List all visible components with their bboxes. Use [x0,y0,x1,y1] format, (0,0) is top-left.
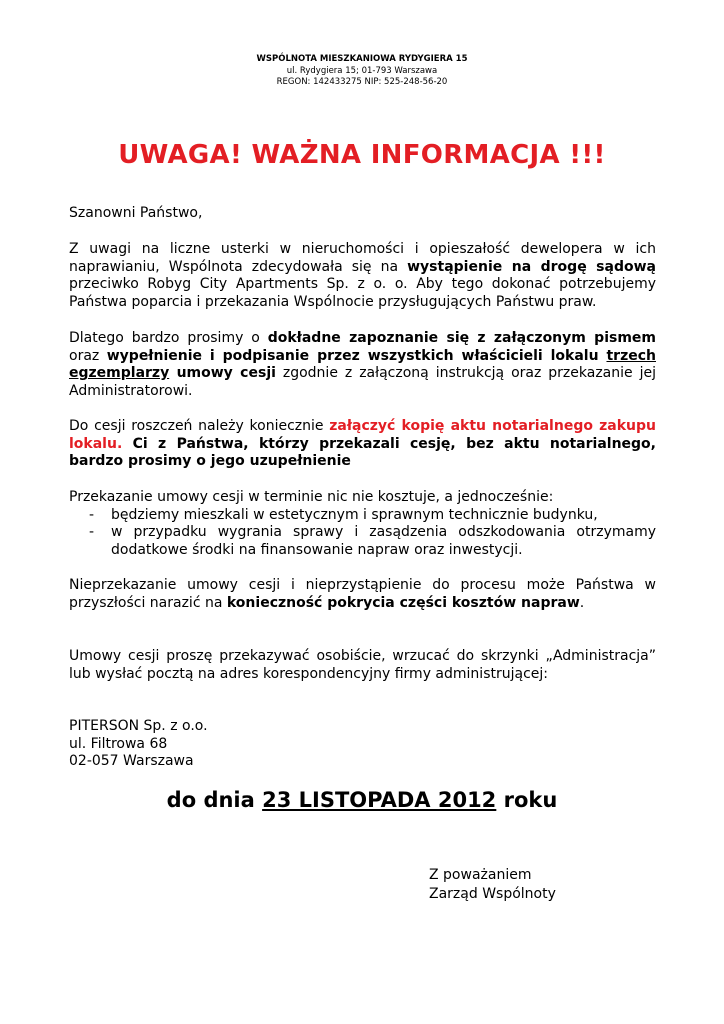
org-name: WSPÓLNOTA MIESZKANIOWA RYDYGIERA 15 [256,54,468,64]
mailing-address [69,718,656,771]
deadline-date: 23 LISTOPADA 2012 [262,788,497,812]
p5-bold-1: konieczność pokrycia części kosztów napraw [226,594,580,611]
greeting-text: Szanowni Państwo, [69,205,203,221]
paragraph-4 [69,489,656,559]
p3-text-1: Do cesji roszczeń należy koniecznie [69,418,330,434]
address-line-2: ul. Filtrowa 68 [69,735,168,752]
paragraph-5 [69,577,656,612]
paragraph-1 [69,241,656,311]
page-title: UWAGA! WAŻNA INFORMACJA !!! [118,140,606,170]
p4-intro: Przekazanie umowy cesji w terminie nic nie kosztuje, a jednocześnie: [69,489,554,505]
p2-text-1: Dlatego bardzo prosimy o [69,330,268,346]
p2-text-3: zgodnie z załączoną instrukcją oraz przekazanie jej Administratorowi. [69,365,656,399]
letterhead [0,54,724,89]
p2-bold-2: wypełnienie i podpisanie przez wszystkich właścicieli lokalu [106,347,607,364]
p2-text-2: oraz [69,347,107,364]
address-line-1: PITERSON Sp. z o.o. [69,718,208,734]
p1-bold-1: wystąpienie na drogę sądową [407,258,656,275]
p2-bold-underline: trzech egzemplarzy [69,347,656,381]
p3-bold-1: Ci z Państwa, którzy przekazali cesję, bez aktu notarialnego, bardzo prosimy o jego uzupełnienie [69,435,656,469]
list-item [69,524,656,559]
signature-signatory: Zarząd Wspólnoty [429,886,556,902]
deadline-pre: do dnia [166,788,263,812]
deadline-post: roku [496,788,558,812]
greeting [69,205,656,223]
org-regon-nip: REGON: 142433275 NIP: 525-248-56-20 [276,77,448,87]
signature [429,866,556,904]
p5-text-2: . [579,594,585,611]
p5-text-1: Nieprzekazanie umowy cesji i nieprzystąpienie do procesu może Państwa w przyszłości narazić na [69,577,656,611]
list-item-text: będziemy mieszkali w estetycznym i sprawnym technicznie budynku, [111,506,598,523]
signature-closing: Z poważaniem [429,867,532,883]
paragraph-3 [69,418,656,471]
org-address: ul. Rydygiera 15; 01-793 Warszawa [286,65,438,76]
paragraph-6 [69,648,656,683]
list-item-text: w przypadku wygrania sprawy i zasądzenia odszkodowania otrzymamy dodatkowe środki na finansowanie napraw oraz inwestycji. [111,524,656,558]
p2-bold-3: umowy cesji [169,365,276,381]
p1-text-2: przeciwko Robyg City Apartments Sp. z o. o. Aby tego dokonać potrzebujemy Państwa poparcia i przekazania Wspólnocie przysługujących Państwu praw. [69,276,656,310]
p6-text: Umowy cesji proszę przekazywać osobiście, wrzucać do skrzynki „Administracja” lub wysłać pocztą na adres korespondencyjny firmy administrującej: [69,648,656,682]
dash-bullet: - [89,506,95,523]
list-item [69,507,656,525]
address-line-3: 02-057 Warszawa [69,753,194,769]
dash-bullet: - [89,524,95,540]
p2-bold-1: dokładne zapoznanie się z załączonym pismem [267,330,657,346]
deadline [0,788,724,812]
p3-red-highlight: załączyć kopię aktu notarialnego zakupu lokalu. [69,418,656,452]
paragraph-2 [69,330,656,400]
p1-text-1: Z uwagi na liczne usterki w nieruchomości i opieszałość dewelopera w ich naprawianiu, Wspólnota zdecydowała się na [69,241,656,275]
